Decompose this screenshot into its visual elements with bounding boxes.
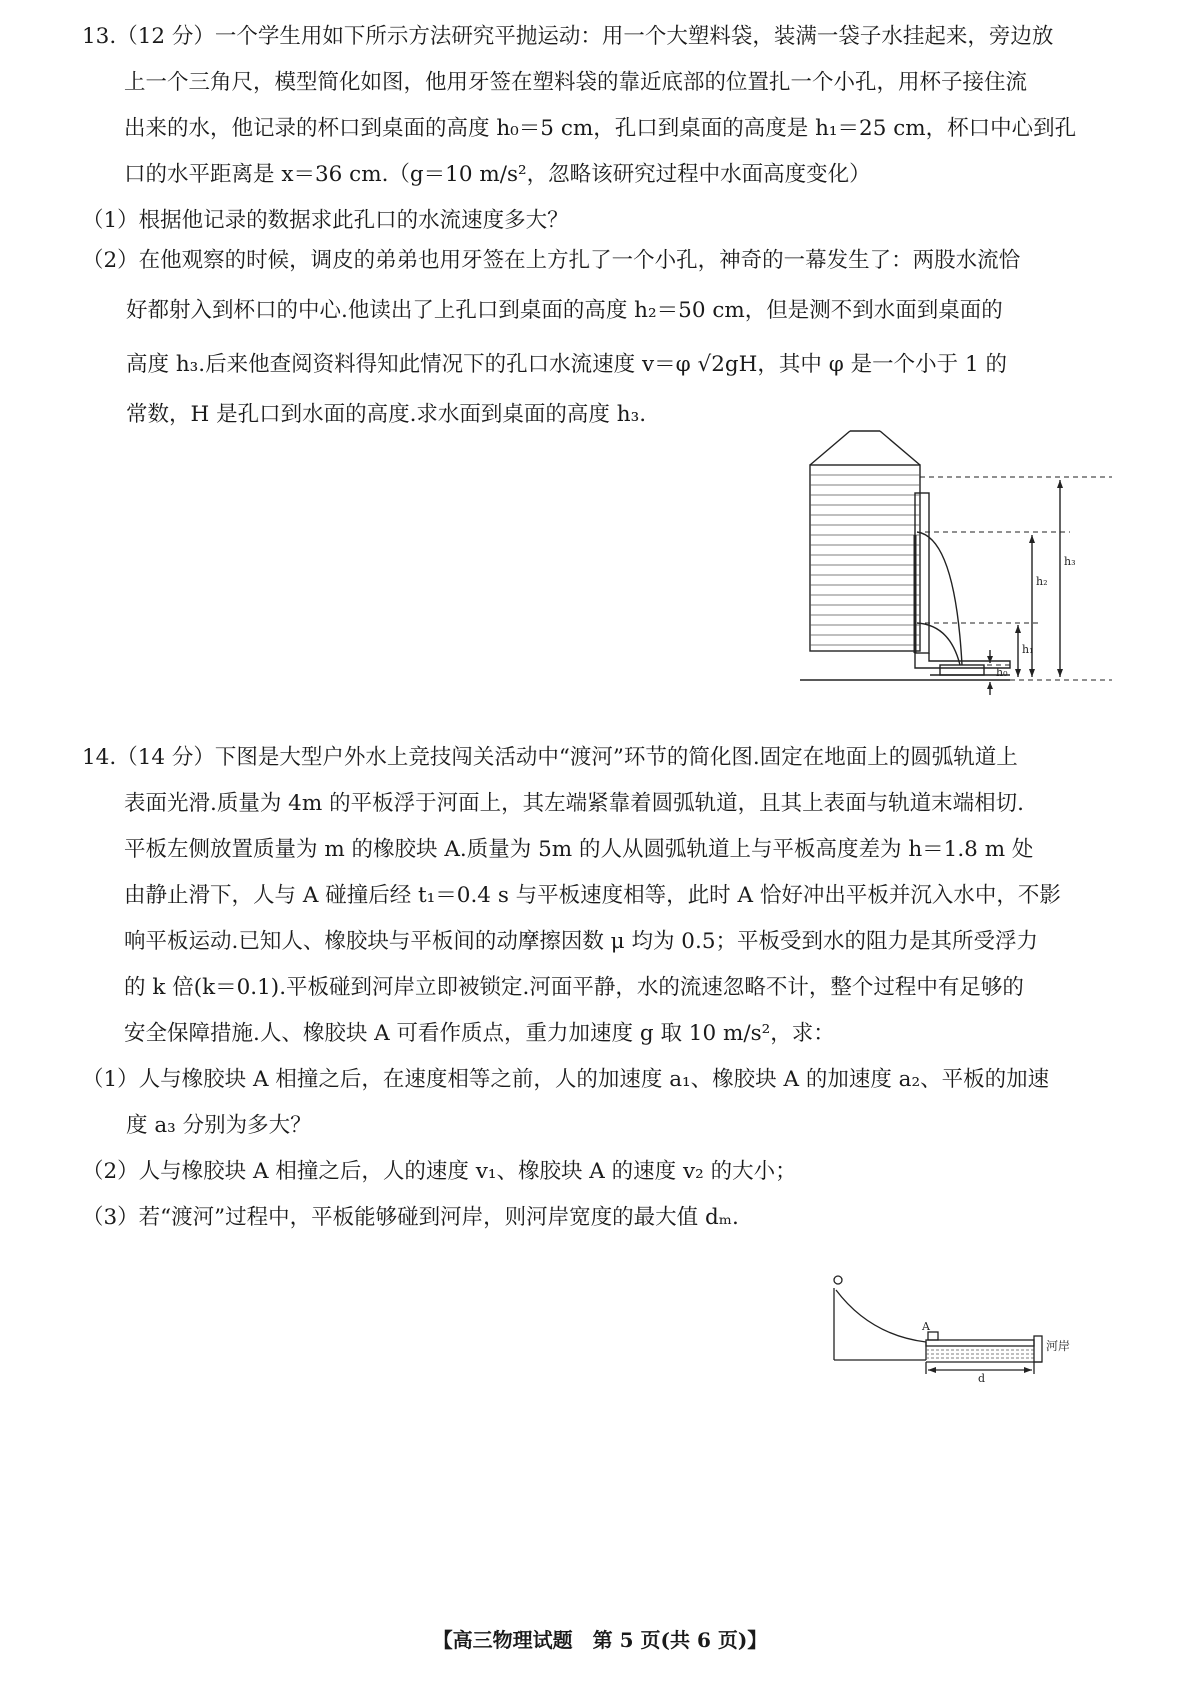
q14-sub2: （2）人与橡胶块 A 相撞之后，人的速度 v₁、橡胶块 A 的速度 v₂ 的大小； xyxy=(82,1159,797,1184)
label-width-d: d xyxy=(978,1372,986,1385)
q13-line-3: 出来的水，他记录的杯口到桌面的高度 h₀＝5 cm，孔口到桌面的高度是 h₁＝25 cm，杯口中心到孔 xyxy=(124,116,1077,141)
label-h2: h₂ xyxy=(1036,575,1048,588)
q14-figure xyxy=(830,1270,1100,1385)
q13-line-1: 13.（12 分）一个学生用如下所示方法研究平抛运动：用一个大塑料袋，装满一袋子水挂起来，旁边放 xyxy=(82,24,1054,49)
label-h3: h₃ xyxy=(1064,555,1076,568)
label-h0: h₀ xyxy=(996,666,1008,679)
q14-line-4: 由静止滑下，人与 A 碰撞后经 t₁＝0.4 s 与平板速度相等，此时 A 恰好冲出平板并沉入水中，不影 xyxy=(124,883,1061,908)
q14-stem xyxy=(82,735,1172,1241)
page-footer: 【高三物理试题 第 5 页(共 6 页)】 xyxy=(432,1628,768,1652)
q14-line-1: 14.（14 分）下图是大型户外水上竞技闯关活动中“渡河”环节的简化图.固定在地面上的圆弧轨道上 xyxy=(82,745,1018,770)
q13-sub2-line-1: （2）在他观察的时候，调皮的弟弟也用牙签在上方扎了一个小孔，神奇的一幕发生了：两股水流恰 xyxy=(82,248,1021,273)
label-river-bank: 河岸 xyxy=(1046,1339,1071,1353)
q14-sub1-line-1: （1）人与橡胶块 A 相撞之后，在速度相等之前，人的加速度 a₁、橡胶块 A 的加速度 a₂、平板的加速 xyxy=(82,1067,1050,1092)
label-h1: h₁ xyxy=(1022,643,1034,656)
q14-line-2: 表面光滑.质量为 4m 的平板浮于河面上，其左端紧靠着圆弧轨道，且其上表面与轨道末端相切. xyxy=(124,791,1024,816)
q13-sub2-line-3: 高度 h₃.后来他查阅资料得知此情况下的孔口水流速度 v＝φ √2gH，其中 φ 是一个小于 1 的 xyxy=(126,352,1007,377)
q14-sub3: （3）若“渡河”过程中，平板能够碰到河岸，则河岸宽度的最大值 dₘ. xyxy=(82,1205,739,1230)
q13-sub2 xyxy=(82,238,1172,438)
q13-figure xyxy=(800,425,1130,730)
q13-line-4: 口的水平距离是 x＝36 cm.（g＝10 m/s²，忽略该研究过程中水面高度变化） xyxy=(124,162,871,187)
q13-line-2: 上一个三角尺，模型简化如图，他用牙签在塑料袋的靠近底部的位置扎一个小孔，用杯子接住流 xyxy=(124,70,1028,95)
q14-line-6: 的 k 倍(k＝0.1).平板碰到河岸立即被锁定.河面平静，水的流速忽略不计，整个过程中有足够的 xyxy=(124,975,1024,1000)
q14-line-3: 平板左侧放置质量为 m 的橡胶块 A.质量为 5m 的人从圆弧轨道上与平板高度差为 h＝1.8 m 处 xyxy=(124,837,1034,862)
q14-line-7: 安全保障措施.人、橡胶块 A 可看作质点，重力加速度 g 取 10 m/s²，求： xyxy=(124,1021,835,1046)
q13-sub2-line-4: 常数，H 是孔口到水面的高度.求水面到桌面的高度 h₃. xyxy=(126,402,647,427)
q13-sub1: （1）根据他记录的数据求此孔口的水流速度多大？ xyxy=(82,208,569,233)
label-block-a: A xyxy=(922,1320,930,1333)
q14-sub1-line-2: 度 a₃ 分别为多大？ xyxy=(126,1113,312,1138)
q13-sub2-line-2: 好都射入到杯口的中心.他读出了上孔口到桌面的高度 h₂＝50 cm，但是测不到水面到桌面的 xyxy=(126,298,1003,323)
q13-stem xyxy=(82,14,1172,244)
q14-line-5: 响平板运动.已知人、橡胶块与平板间的动摩擦因数 μ 均为 0.5；平板受到水的阻力是其所受浮力 xyxy=(124,929,1039,954)
